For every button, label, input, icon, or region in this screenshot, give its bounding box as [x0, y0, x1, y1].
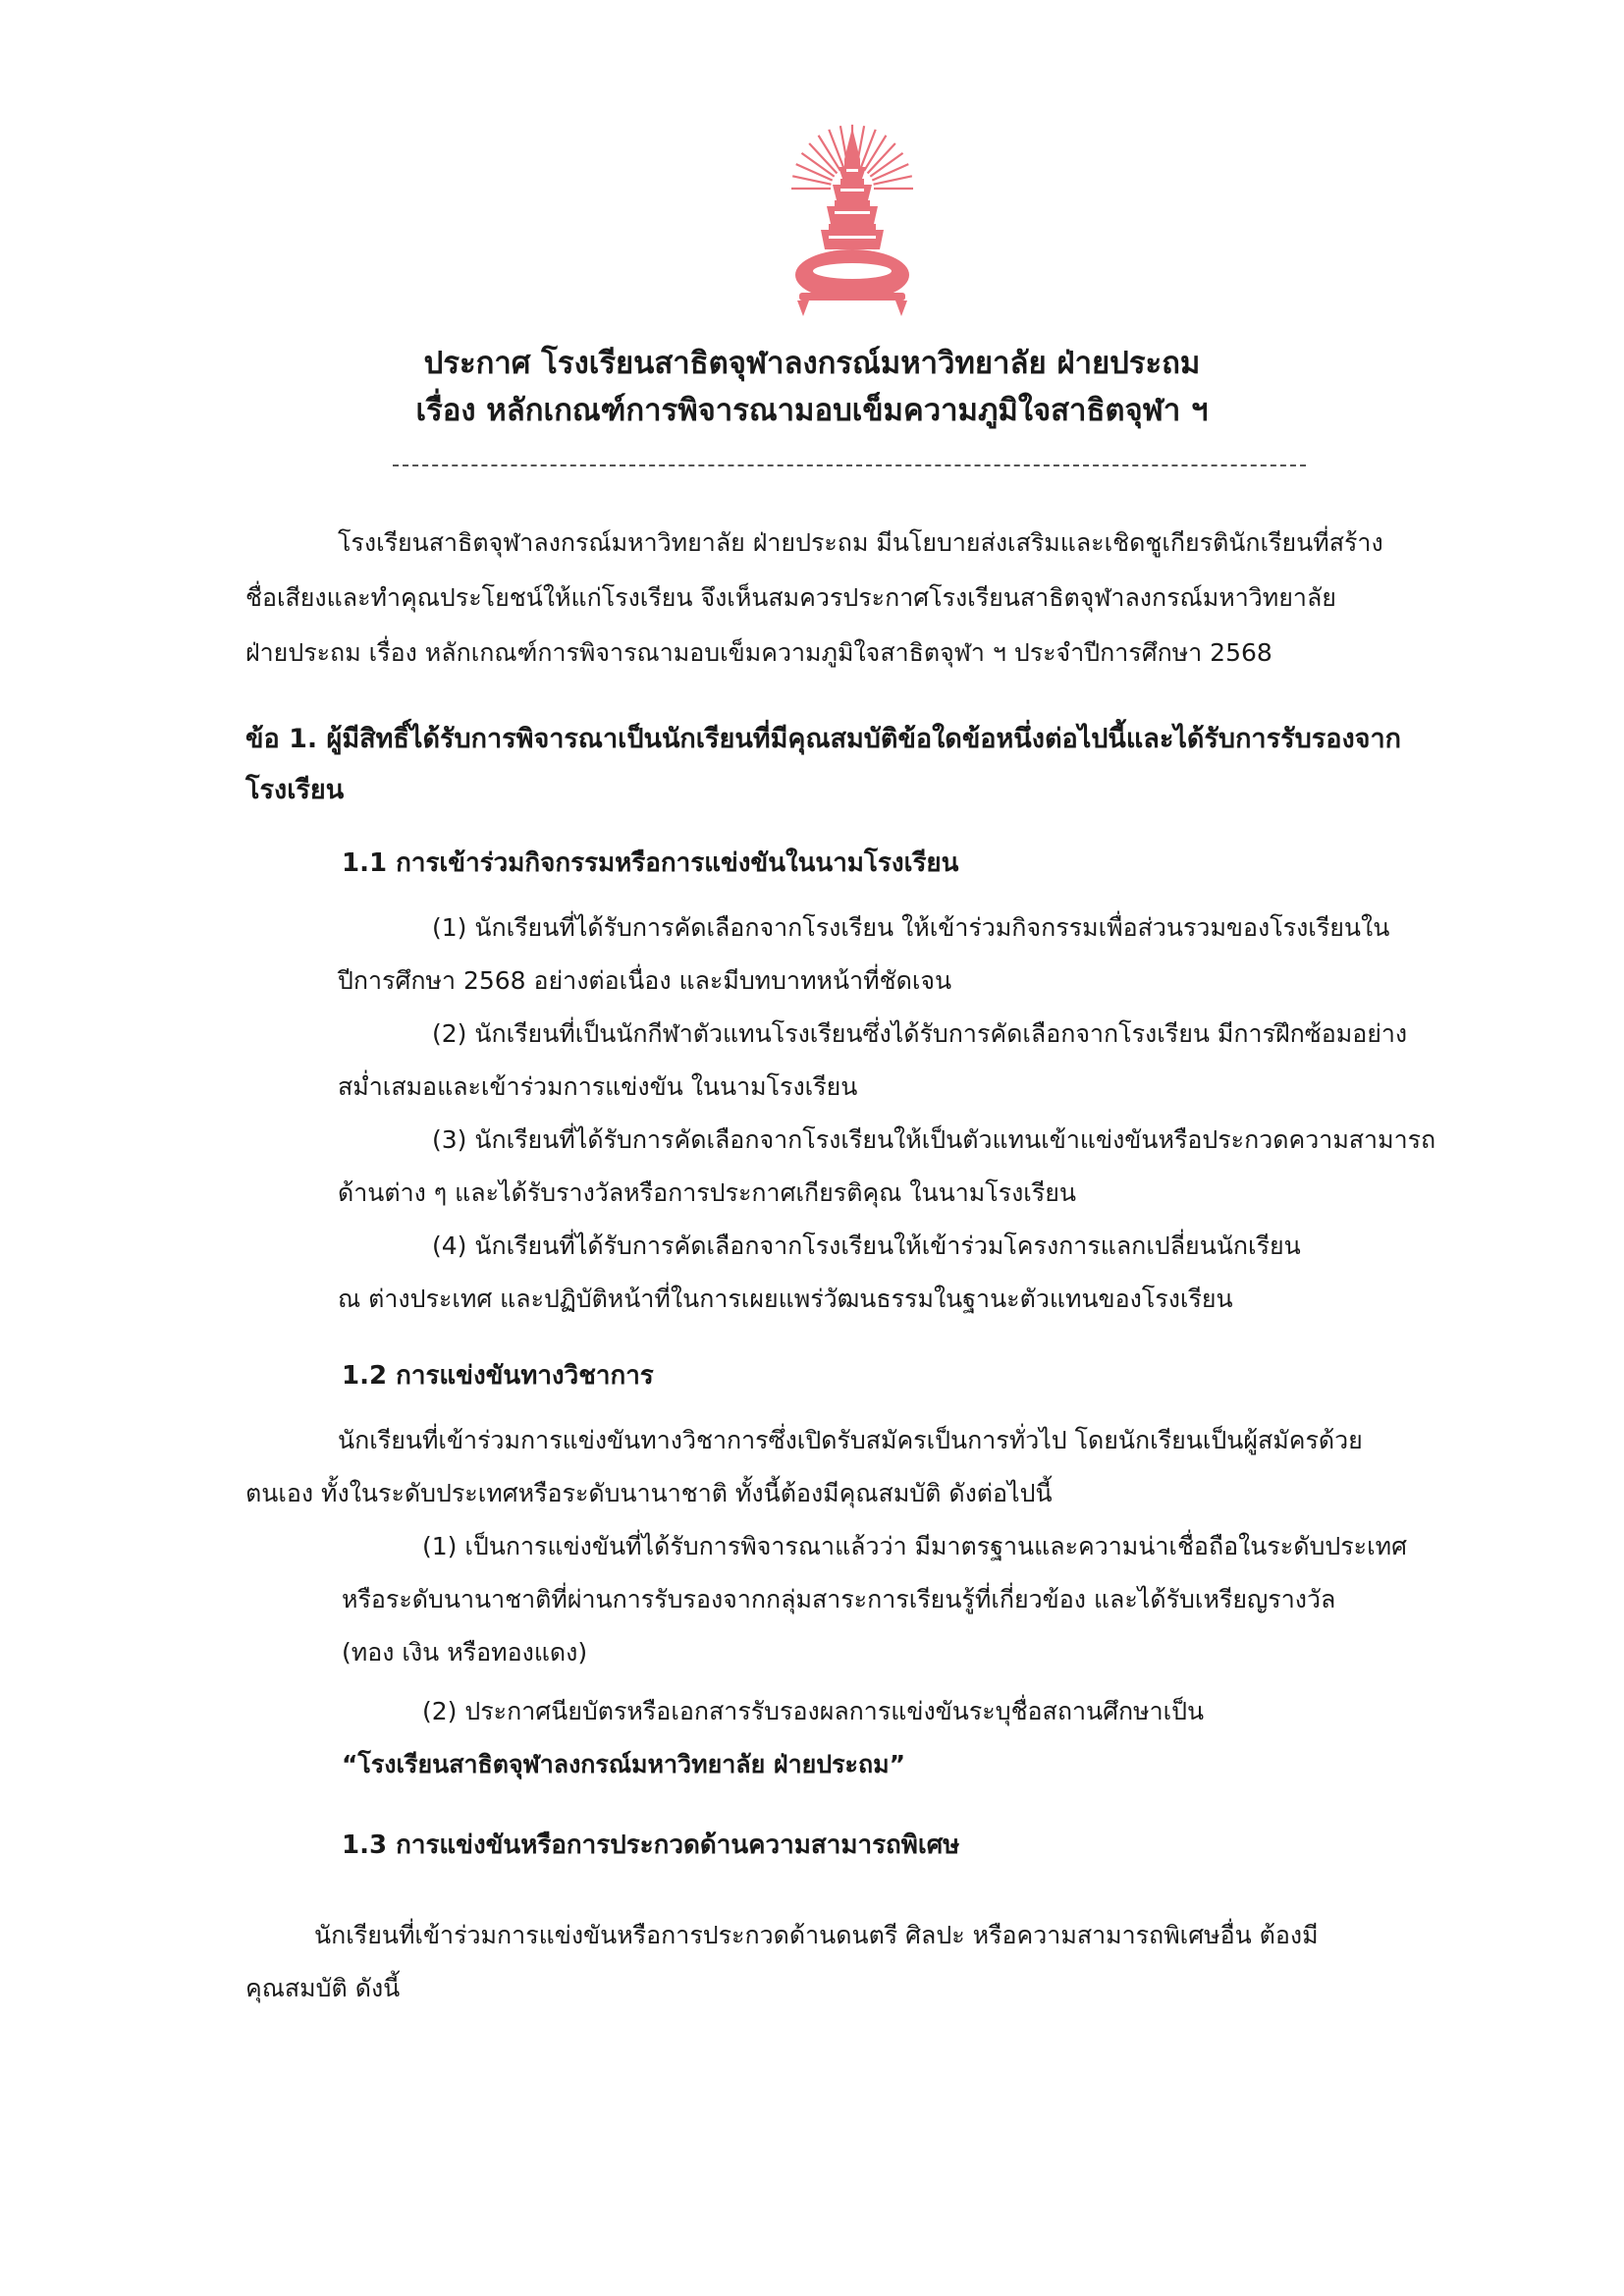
section-1-2-item-1-cont: หรือระดับนานาชาติที่ผ่านการรับรองจากกลุ่มสาระการเรียนรู้ที่เกี่ยวข้อง และได้รับเหรียญรางวัล [342, 1585, 1336, 1613]
section-1-2-item-2: (2) ประกาศนียบัตรหรือเอกสารรับรองผลการแข่งขันระบุชื่อสถานศึกษาเป็น [422, 1697, 1205, 1725]
announcement-title: ประกาศ โรงเรียนสาธิตจุฬาลงกรณ์มหาวิทยาลัย ฝ่ายประถม [423, 346, 1201, 381]
section-1-3-para: นักเรียนที่เข้าร่วมการแข่งขันหรือการประกวดด้านดนตรี ศิลปะ หรือความสามารถพิเศษอื่น ต้องมี [314, 1921, 1319, 1949]
section-1-2-heading: 1.2 การแข่งขันทางวิชาการ [342, 1361, 654, 1391]
section-1-2-para: นักเรียนที่เข้าร่วมการแข่งขันทางวิชาการซึ่งเปิดรับสมัครเป็นการทั่วไป โดยนักเรียนเป็นผู้สมัครด้วย [338, 1426, 1363, 1454]
section-1-1-item-1: (1) นักเรียนที่ได้รับการคัดเลือกจากโรงเรียน ให้เข้าร่วมกิจกรรมเพื่อส่วนรวมของโรงเรียนใน [432, 913, 1390, 942]
section-1-1-item-2-cont: สม่ำเสมอและเข้าร่วมการแข่งขัน ในนามโรงเรียน [338, 1072, 858, 1101]
section-1-2-item-1: (1) เป็นการแข่งขันที่ได้รับการพิจารณาแล้วว่า มีมาตรฐานและความน่าเชื่อถือในระดับประเทศ [422, 1532, 1407, 1560]
section-1-2-item-2-cont: “โรงเรียนสาธิตจุฬาลงกรณ์มหาวิทยาลัย ฝ่ายประถม” [342, 1750, 906, 1778]
section-1-2-item-1-cont2: (ทอง เงิน หรือทองแดง) [342, 1638, 588, 1667]
section-1-1-item-3-cont: ด้านต่าง ๆ และได้รับรางวัลหรือการประกาศเกียรติคุณ ในนามโรงเรียน [338, 1178, 1076, 1207]
clause-1-heading: ข้อ 1. ผู้มีสิทธิ์ได้รับการพิจารณาเป็นนักเรียนที่มีคุณสมบัติข้อใดข้อหนึ่งต่อไปนี้และได้รับการรับรองจาก [245, 724, 1401, 754]
intro-line-2: ชื่อเสียงและทำคุณประโยชน์ให้แก่โรงเรียน จึงเห็นสมควรประกาศโรงเรียนสาธิตจุฬาลงกรณ์มหาวิทยาลัย [245, 583, 1336, 612]
section-1-1-item-4: (4) นักเรียนที่ได้รับการคัดเลือกจากโรงเรียนให้เข้าร่วมโครงการแลกเปลี่ยนนักเรียน [432, 1231, 1301, 1260]
announcement-subject: เรื่อง หลักเกณฑ์การพิจารณามอบเข็มความภูมิใจสาธิตจุฬา ฯ [415, 393, 1209, 428]
section-1-1-item-3: (3) นักเรียนที่ได้รับการคัดเลือกจากโรงเรียนให้เป็นตัวแทนเข้าแข่งขันหรือประกวดความสามารถ [432, 1125, 1436, 1154]
section-1-1-item-4-cont: ณ ต่างประเทศ และปฏิบัติหน้าที่ในการเผยแพร่วัฒนธรรมในฐานะตัวแทนของโรงเรียน [338, 1285, 1233, 1313]
section-1-3-para-cont: คุณสมบัติ ดังนี้ [245, 1974, 401, 2002]
section-1-1-item-2: (2) นักเรียนที่เป็นนักกีฬาตัวแทนโรงเรียนซึ่งได้รับการคัดเลือกจากโรงเรียน มีการฝึกซ้อมอย่าง [432, 1019, 1408, 1048]
clause-1-heading-cont: โรงเรียน [245, 775, 345, 805]
section-1-2-para-cont: ตนเอง ทั้งในระดับประเทศหรือระดับนานาชาติ ทั้งนี้ต้องมีคุณสมบัติ ดังต่อไปนี้ [245, 1479, 1053, 1507]
dashed-divider [393, 465, 1306, 466]
section-1-1-heading: 1.1 การเข้าร่วมกิจกรรมหรือการแข่งขันในนามโรงเรียน [342, 848, 959, 878]
intro-line-3: ฝ่ายประถม เรื่อง หลักเกณฑ์การพิจารณามอบเข็มความภูมิใจสาธิตจุฬา ฯ ประจำปีการศึกษา 2568 [245, 638, 1272, 667]
school-emblem-logo [789, 120, 915, 326]
section-1-1-item-1-cont: ปีการศึกษา 2568 อย่างต่อเนื่อง และมีบทบาทหน้าที่ชัดเจน [338, 966, 952, 995]
intro-line-1: โรงเรียนสาธิตจุฬาลงกรณ์มหาวิทยาลัย ฝ่ายประถม มีนโยบายส่งเสริมและเชิดชูเกียรตินักเรียนที่สร้าง [338, 528, 1383, 557]
section-1-3-heading: 1.3 การแข่งขันหรือการประกวดด้านความสามารถพิเศษ [342, 1831, 960, 1860]
